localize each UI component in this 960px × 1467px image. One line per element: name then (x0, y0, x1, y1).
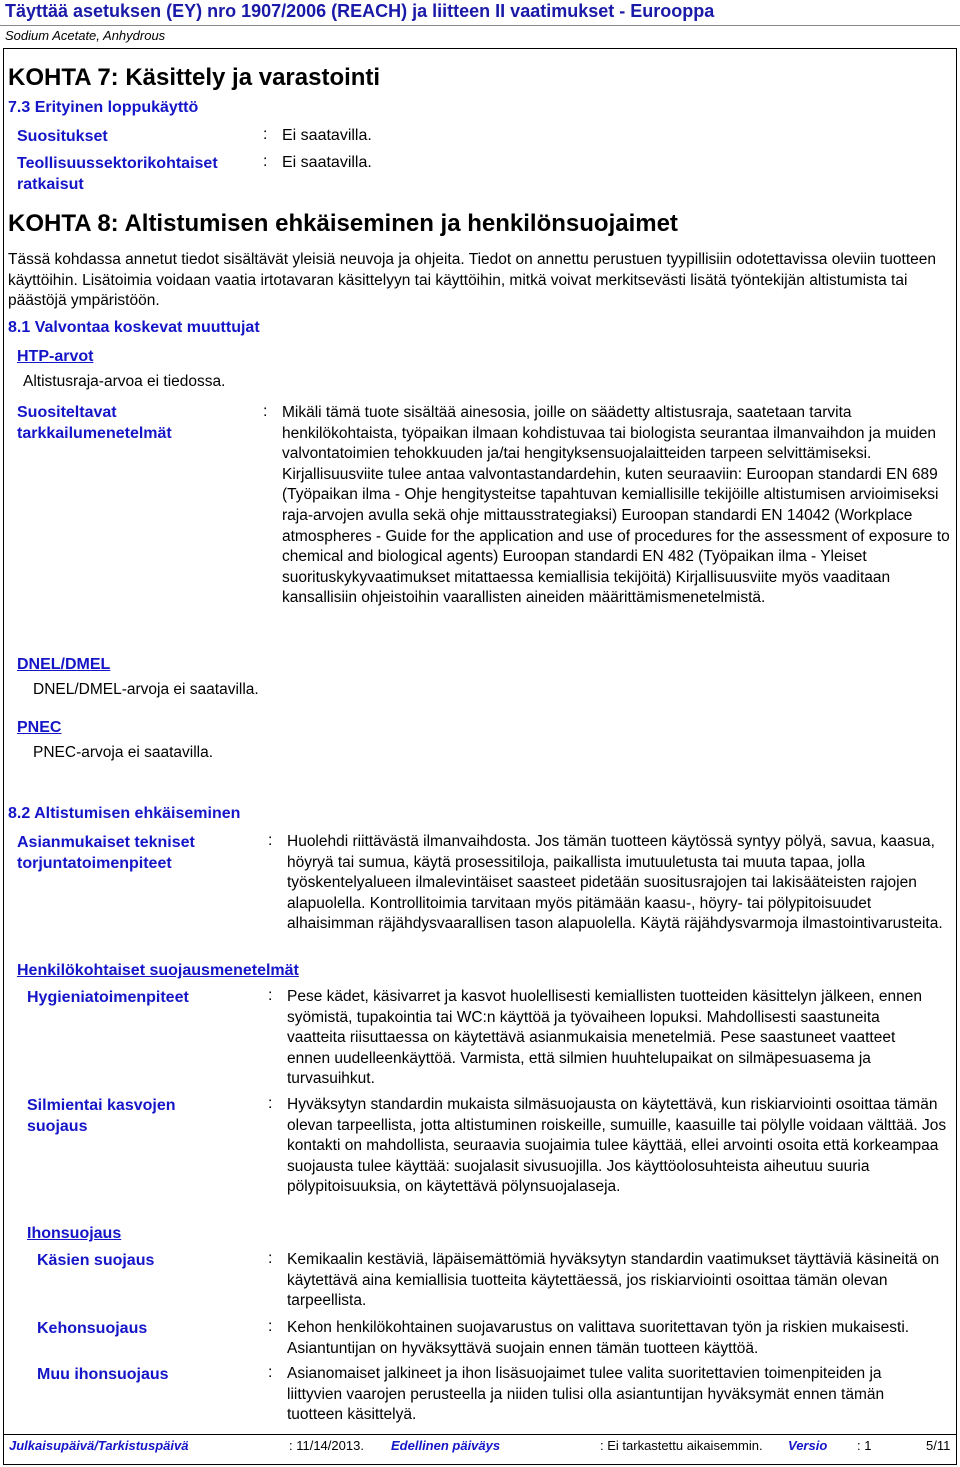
recommendations-label: Suositukset (17, 128, 108, 145)
colon: : (263, 126, 268, 143)
section-8-heading: KOHTA 8: Altistumisen ehkäiseminen ja henkilönsuojaimet (8, 210, 678, 237)
monitoring-value: Mikäli tämä tuote sisältää ainesosia, joille on säädetty altistusraja, saatetaan tarvita henkilökohtaista, työpaikan ilmaan kohdistuvaa tai biologista seurantaa ilmanvaihdon ja muiden valvontatoimien tehokkuuden ja/tai hengityksensuojalaitteiden tarpeen selvittämiseksi. Kirjallisuusviite tulee antaa valvontastandardehin, kuten seuraaviin: Euroopan standardi EN 689 (Työpaikan ilma - Ohje hengitysteitse tapahtuvan kemiallisille tekijöille altistumisen arvioimiseksi raja-arvojen avulla sekä ohje mittausstrategiaksi) Euroopan standardi EN 14042 (Workplace atmospheres - Guide for the application and use of procedures for the assessment of exposure to chemical and biological agents) Euroopan standardi EN 482 (Työpaikan ilma - Yleiset suorituskykyvaatimukset mitattaessa kemiallisia tekijöitä) Kirjallisuusviite myös vaaditaan kansallisiin ohjeistoihin vaarallisten aineiden määrittämismenetelmistä. (282, 404, 950, 607)
other-skin-protection-value: Asianomaiset jalkineet ja ihon lisäsuojaimet tulee valita suoritettavien toimenpiteiden ja liittyvien vaarojen perusteella ja niiden tulisi olla asiantuntijan hyväksymät ennen tämän tuotteen käsittelyä. (287, 1365, 885, 1424)
colon: : (268, 987, 273, 1004)
date-value: : 11/14/2013. (289, 1438, 364, 1453)
document-title: Täyttää asetuksen (EY) nro 1907/2006 (REACH) ja liitteen II vaatimukset - Eurooppa (5, 1, 715, 21)
previous-date-value: : Ei tarkastettu aikaisemmin. (600, 1438, 763, 1453)
pnec-label: PNEC (17, 719, 62, 736)
eye-protection-label: Silmientai kasvojen suojaus (27, 1097, 176, 1135)
industrial-solutions-label: Teollisuussektorikohtaiset ratkaisut (17, 155, 218, 193)
recommendations-value: Ei saatavilla. (282, 127, 372, 144)
hygiene-value: Pese kädet, käsivarret ja kasvot huolellisesti kemiallisten tuotteiden käsittelyn jälkeen, ennen syömistä, tupakointia tai WC:n käyttöä ja työvaiheen lopuksi. Mahdollisesti saastuneita vaatteita riisuttaessa on käytettävä asianmukaisia menetelmiä. Pese saastuneet vaatteet ennen uudelleenkäyttöä. Varmista, että silmien huuhtelupaikat on silmäpesuasema ja turvasuihkut. (287, 988, 922, 1088)
header-divider (0, 25, 960, 26)
dnel-label: DNEL/DMEL (17, 656, 111, 673)
colon: : (263, 403, 268, 420)
date-label: Julkaisupäivä/Tarkistuspäivä (9, 1438, 189, 1453)
section-8-intro: Tässä kohdassa annetut tiedot sisältävät yleisiä neuvoja ja ohjeita. Tiedot on annettu perustuen tyypillisiin odotettavissa oleviin tuotteen käyttöihin. Lisätoimia voidaan vaatia irtotavaran käsittelyyn tai käyttöihin, mitkä voivat merkitsevästi lisätä työntekijän altistumista tai päästöjä ympäristöön. (8, 251, 936, 310)
colon: : (263, 153, 268, 170)
version-value: : 1 (857, 1438, 872, 1453)
dnel-value: DNEL/DMEL-arvoja ei saatavilla. (33, 681, 259, 698)
colon: : (268, 1364, 273, 1381)
industrial-solutions-value: Ei saatavilla. (282, 154, 372, 171)
product-name: Sodium Acetate, Anhydrous (5, 28, 166, 43)
ppe-label: Henkilökohtaiset suojausmenetelmät (17, 962, 299, 979)
colon: : (268, 1318, 273, 1335)
page-footer (3, 1434, 957, 1465)
section-7-3-heading: 7.3 Erityinen loppukäyttö (8, 99, 199, 116)
previous-date-label: Edellinen päiväys (391, 1438, 501, 1453)
eye-protection-value: Hyväksytyn standardin mukaista silmäsuojausta on käytettävä, kun riskiarviointi osoittaa tämän olevan tarpeellista, jotta altistuminen roiskeille, sumuille, kaasuille tai pölylle voidaan välttää. Jos kontakti on mahdollista, seuraavia suojaimia tulee käyttää, ellei arvointi osoita että korkeampaa suojausta tulee käyttää: suojalasit sivusuojilla. Jos käyttöolosuhteista aiheutuu suuria pölypitoisuuksia, on käytettävä pölynsuojalaseja. (287, 1096, 947, 1196)
engineering-controls-label: Asianmukaiset tekniset torjuntatoimenpiteet (17, 834, 195, 872)
section-7-heading: KOHTA 7: Käsittely ja varastointi (8, 64, 381, 91)
section-8-1-heading: 8.1 Valvontaa koskevat muuttujat (8, 319, 260, 336)
colon: : (268, 1250, 273, 1267)
section-8-2-heading: 8.2 Altistumisen ehkäiseminen (8, 805, 241, 822)
htp-value: Altistusraja-arvoa ei tiedossa. (23, 373, 226, 390)
body-protection-value: Kehon henkilökohtainen suojavarustus on valittava suoritettavan työn ja riskien mukaisesti. Asiantuntijan on hyväksyttävä suojain ennen tämän tuotteen käyttöä. (287, 1319, 910, 1357)
version-label: Versio (788, 1438, 828, 1453)
hygiene-label: Hygieniatoimenpiteet (27, 989, 189, 1006)
pnec-value: PNEC-arvoja ei saatavilla. (33, 744, 214, 761)
monitoring-label: Suositeltavat tarkkailumenetelmät (17, 404, 172, 442)
htp-label: HTP-arvot (17, 348, 94, 365)
engineering-controls-value: Huolehdi riittävästä ilmanvaihdosta. Jos tämän tuotteen käytössä syntyy pölyä, savua, kaasua, höyryä tai sumua, käytä prosessitiloja, paikallista imutuuletusta tai muuta tapaa, jolla työskentelyalueen ilmalevintäiset saasteet pidetään suositusrajojen tai lakisääteisten rajojen alapuolella. Kontrollitoimia tarvitaan myös pitämään kaasu-, höyry- tai pölypitoisuudet alhaisimman räjähdysvaarallisen tason alapuolella. Käytä räjähdysvarmoja ilmastointivarusteita. (287, 833, 943, 933)
hand-protection-label: Käsien suojaus (37, 1252, 155, 1269)
colon: : (268, 1095, 273, 1112)
page-number: 5/11 (926, 1438, 951, 1453)
skin-protection-label: Ihonsuojaus (27, 1225, 122, 1242)
other-skin-protection-label: Muu ihonsuojaus (37, 1366, 169, 1383)
colon: : (268, 832, 273, 849)
body-protection-label: Kehonsuojaus (37, 1320, 148, 1337)
hand-protection-value: Kemikaalin kestäviä, läpäisemättömiä hyväksytyn standardin vaatimukset täyttäviä käsineitä on käytettävä aina kemiallisia tuotteita käytettäessä, jos riskiarviointi osoittaa tämän olevan tarpeellista. (287, 1251, 940, 1310)
